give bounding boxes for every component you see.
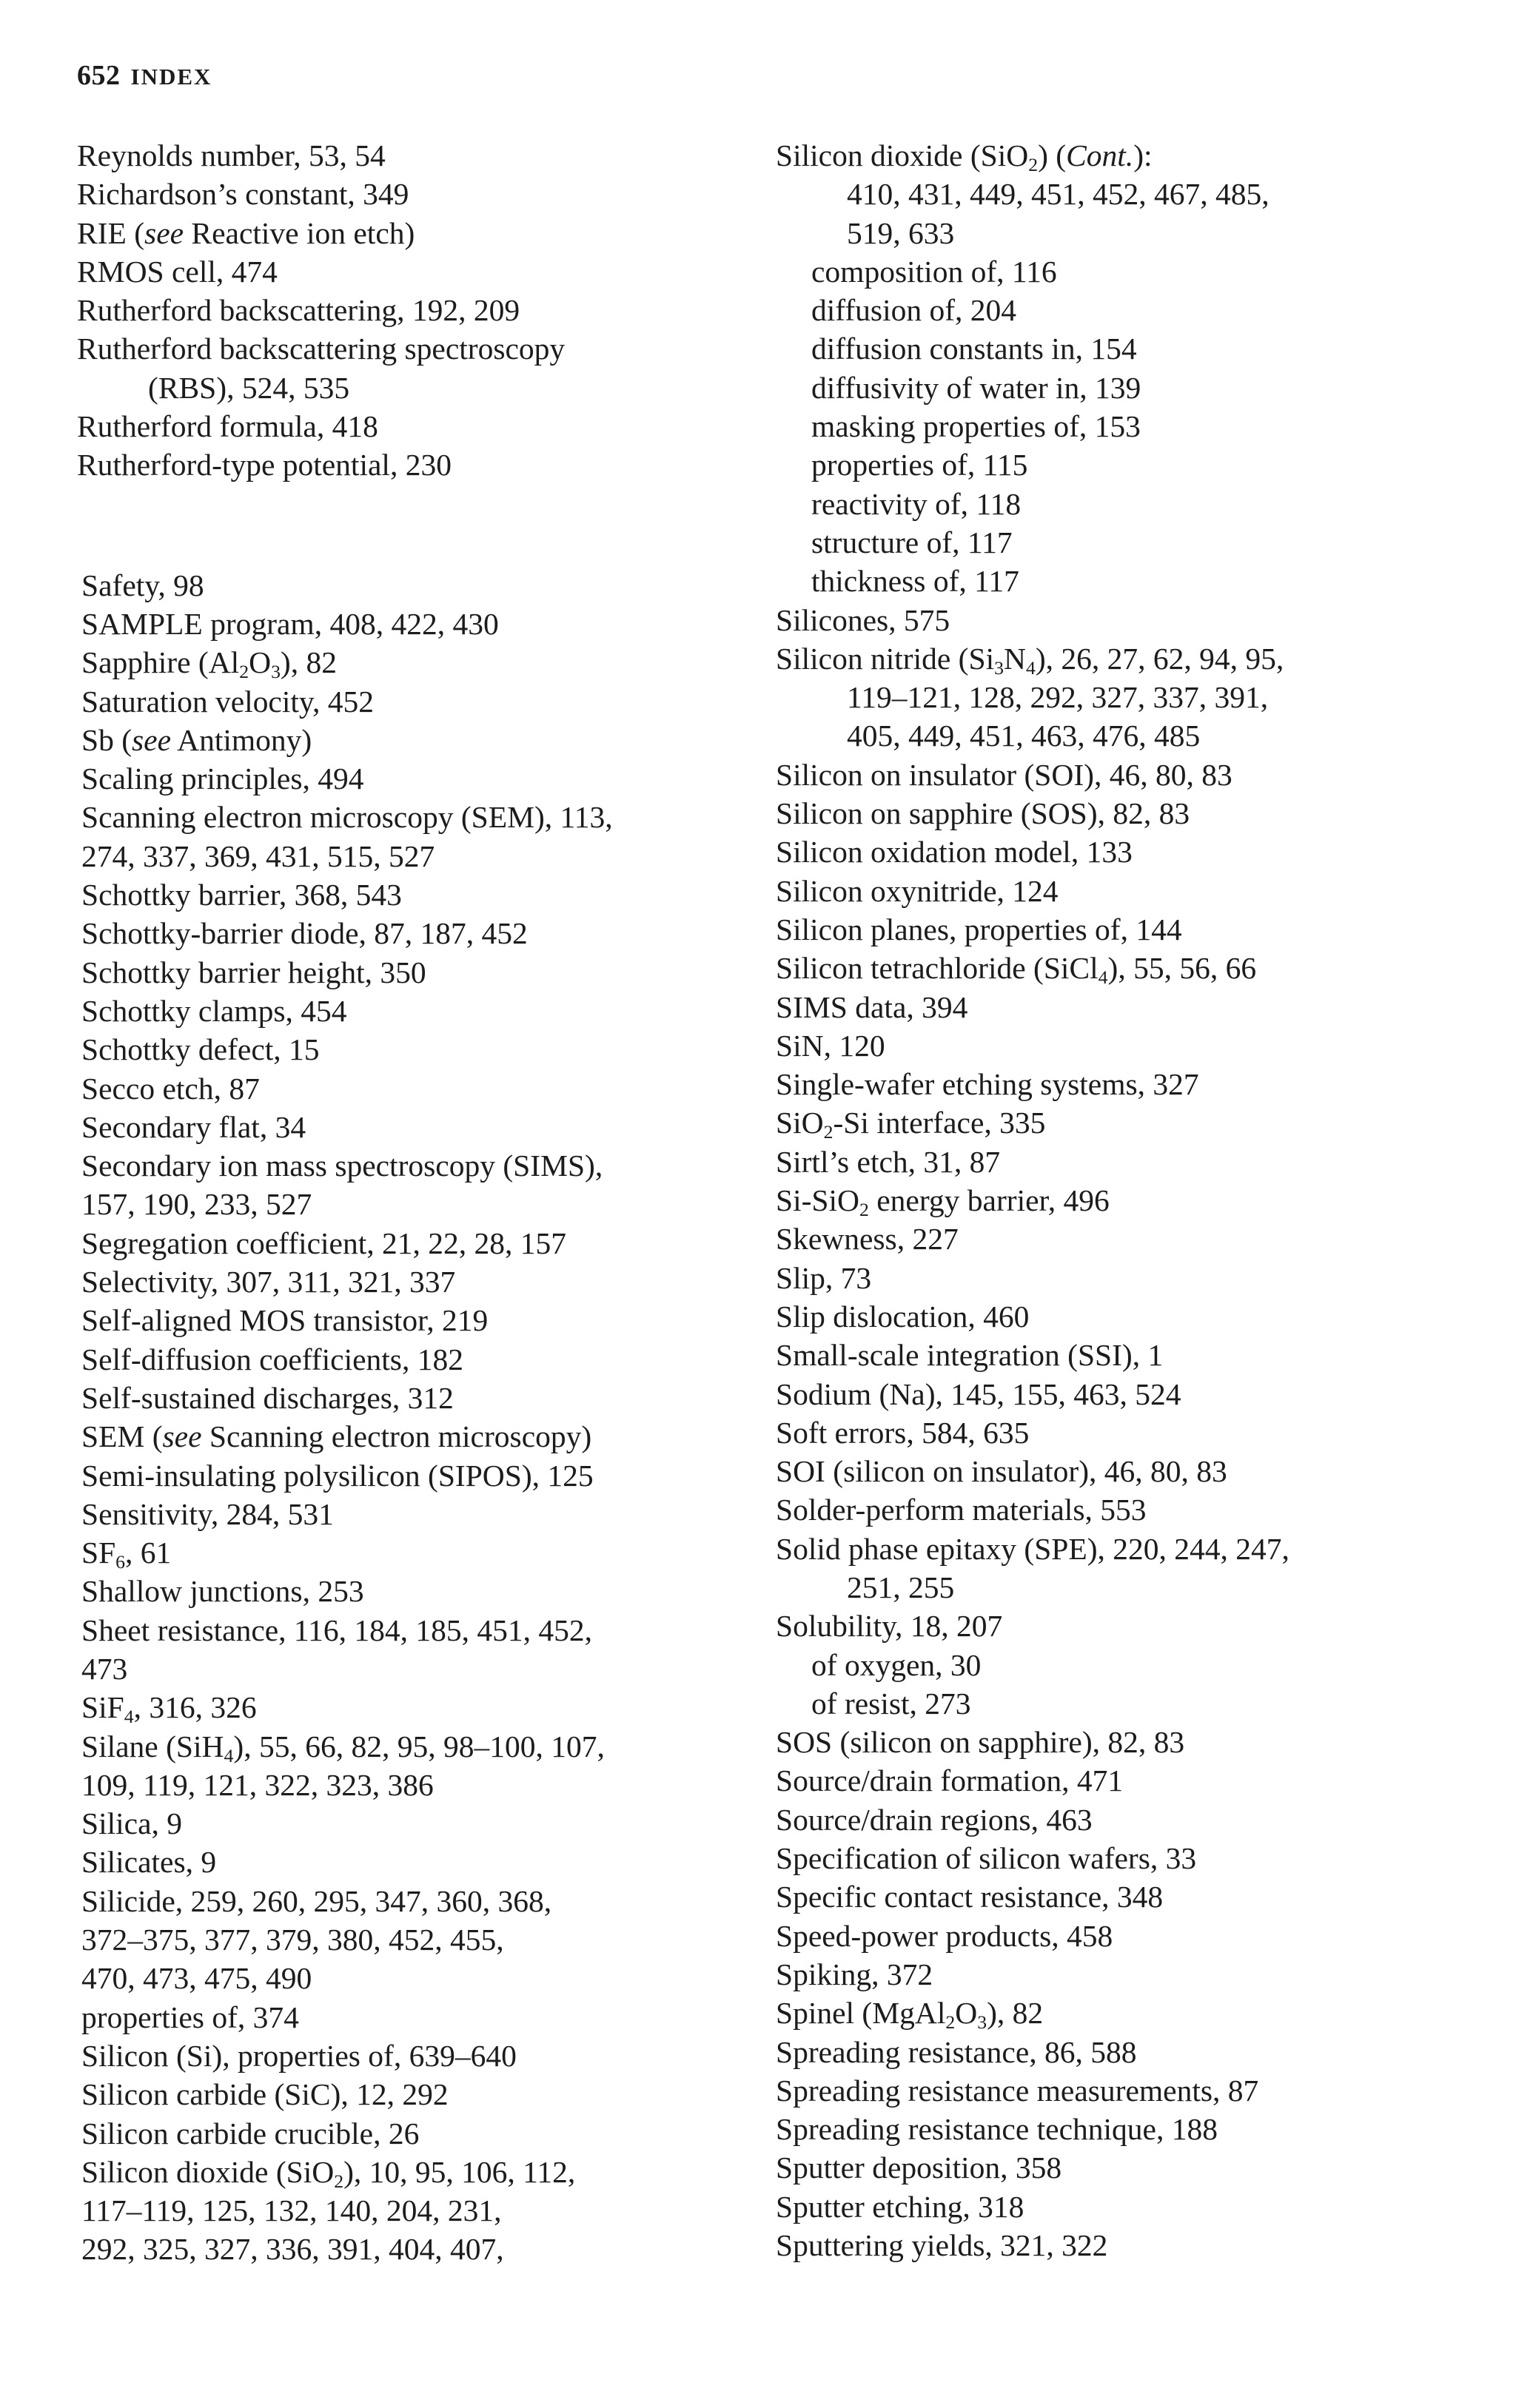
entry-text: Secco etch, 87 (81, 1071, 260, 1106)
index-entry (77, 1611, 743, 1649)
entry-text: Skewness, 227 (776, 1222, 959, 1257)
entry-text: Scanning electron microscopy) (201, 1419, 592, 1454)
entry-text: -Si interface, 335 (833, 1106, 1046, 1140)
subscript: 2 (859, 1199, 869, 1221)
index-entry (77, 1688, 743, 1726)
index-entry (77, 953, 743, 992)
entry-text: (RBS), 524, 535 (148, 370, 350, 405)
index-entry (77, 798, 743, 836)
index-entry-continuation (77, 369, 743, 407)
index-entry (77, 2114, 743, 2153)
index-entry (776, 1297, 1457, 1336)
index-entry-continuation (77, 1649, 743, 1688)
entry-text: O (955, 1996, 978, 2031)
running-head (77, 59, 212, 92)
entry-text: 117–119, 125, 132, 140, 204, 231, (81, 2193, 502, 2228)
entry-text: properties of, 374 (81, 2000, 299, 2034)
index-entry (776, 833, 1457, 871)
entry-text: Safety, 98 (81, 568, 204, 602)
index-entry (776, 1452, 1457, 1490)
index-entry-continuation (776, 716, 1457, 755)
entry-text: Slip dislocation, 460 (776, 1299, 1030, 1334)
entry-text: Saturation velocity, 452 (81, 684, 374, 719)
index-entry (77, 1301, 743, 1339)
entry-text: Sirtl’s etch, 31, 87 (776, 1144, 1001, 1179)
index-subentry (776, 1646, 1457, 1684)
entry-text: diffusion of, 204 (811, 293, 1017, 328)
entry-text: ), 82 (987, 1996, 1044, 2031)
index-entry-continuation (77, 1920, 743, 1959)
subscript: 3 (977, 2011, 987, 2034)
index-entry (776, 910, 1457, 949)
subscript: 3 (994, 657, 1004, 679)
index-column-left (77, 136, 743, 2269)
entry-text: 251, 255 (847, 1570, 955, 1604)
entry-text: 470, 473, 475, 490 (81, 1961, 312, 1996)
index-entry (776, 949, 1457, 987)
index-entry (776, 2226, 1457, 2264)
entry-text: Rutherford backscattering, 192, 209 (77, 293, 520, 328)
entry-text: 405, 449, 451, 463, 476, 485 (847, 719, 1201, 753)
italic-text: Cont. (1066, 138, 1134, 172)
index-entry (776, 1181, 1457, 1220)
entry-text: Silicon tetrachloride (SiCl (776, 951, 1099, 986)
index-entry (776, 2110, 1457, 2148)
entry-text: SF (81, 1536, 116, 1570)
entry-text: Silicon carbide crucible, 26 (81, 2116, 420, 2150)
index-entry (77, 2153, 743, 2191)
index-entry (776, 2187, 1457, 2226)
entry-text: Source/drain regions, 463 (776, 1802, 1093, 1837)
index-entry-continuation (776, 175, 1457, 213)
index-subentry (776, 445, 1457, 484)
index-entry (776, 1413, 1457, 1452)
index-entry (776, 1877, 1457, 1916)
entry-text: ): (1133, 138, 1153, 172)
index-entry-continuation (77, 2230, 743, 2268)
entry-text: Spreading resistance technique, 188 (776, 2112, 1218, 2147)
entry-text: Silicon on insulator (SOI), 46, 80, 83 (776, 757, 1232, 792)
index-entry (77, 682, 743, 721)
entry-text: Self-sustained discharges, 312 (81, 1380, 454, 1415)
entry-text: ) ( (1038, 138, 1067, 172)
entry-text: Secondary ion mass spectroscopy (SIMS), (81, 1148, 603, 1183)
entry-text: Silicon carbide (SiC), 12, 292 (81, 2077, 449, 2112)
index-entry (77, 1456, 743, 1495)
entry-text: Schottky clamps, 454 (81, 993, 347, 1028)
entry-text: Silane (SiH (81, 1729, 224, 1763)
entry-text: 274, 337, 369, 431, 515, 527 (81, 838, 435, 873)
index-entry (77, 992, 743, 1030)
subscript: 4 (224, 1744, 234, 1766)
entry-text: of oxygen, 30 (811, 1647, 982, 1682)
index-entry (77, 1069, 743, 1108)
index-entry (77, 605, 743, 643)
index-entry-continuation (776, 214, 1457, 252)
index-entry (77, 2075, 743, 2113)
page-title: INDEX (130, 64, 212, 90)
entry-text: Rutherford backscattering spectroscopy (77, 332, 566, 366)
index-entry (776, 1761, 1457, 1800)
entry-text: Silicon on sapphire (SOS), 82, 83 (776, 796, 1190, 831)
index-entry (776, 1259, 1457, 1297)
entry-text: Reynolds number, 53, 54 (77, 138, 386, 172)
index-entry (77, 1533, 743, 1572)
entry-text: Silicon oxidation model, 133 (776, 835, 1133, 870)
entry-text: Silicon planes, properties of, 144 (776, 912, 1182, 946)
entry-text: Sputter deposition, 358 (776, 2150, 1062, 2185)
index-entry (77, 1224, 743, 1262)
index-entry (77, 445, 743, 484)
entry-text: Sb ( (81, 722, 133, 757)
entry-text: Silicon nitride (Si (776, 641, 995, 676)
index-subentry (776, 562, 1457, 600)
entry-text: diffusion constants in, 154 (811, 332, 1137, 366)
index-entry (776, 136, 1457, 175)
index-entry (77, 1262, 743, 1301)
entry-text: Silicide, 259, 260, 295, 347, 360, 368, (81, 1883, 552, 1918)
entry-text: Semi-insulating polysilicon (SIPOS), 125 (81, 1458, 594, 1493)
index-entry (77, 407, 743, 445)
entry-text: SIMS data, 394 (776, 989, 968, 1024)
index-entry (776, 1490, 1457, 1529)
entry-text: composition of, 116 (811, 254, 1057, 289)
entry-text: thickness of, 117 (811, 564, 1019, 599)
index-entry (776, 1530, 1457, 1568)
entry-text: of resist, 273 (811, 1686, 971, 1721)
index-entry (77, 1340, 743, 1379)
index-entry (77, 175, 743, 213)
entry-text: 292, 325, 327, 336, 391, 404, 407, (81, 2232, 504, 2267)
entry-text: Schottky barrier height, 350 (81, 955, 426, 989)
section-gap (77, 485, 743, 566)
entry-text: Schottky defect, 15 (81, 1032, 320, 1067)
entry-text: Sheet resistance, 116, 184, 185, 451, 452, (81, 1612, 593, 1647)
entry-text: Rutherford-type potential, 230 (77, 448, 452, 482)
entry-text: ), 55, 66, 82, 95, 98–100, 107, (233, 1729, 605, 1763)
index-entry-continuation (77, 2191, 743, 2230)
entry-text: Sensitivity, 284, 531 (81, 1496, 334, 1531)
index-entry (77, 914, 743, 952)
index-entry (77, 721, 743, 759)
index-entry-continuation (776, 678, 1457, 716)
entry-text: Sputtering yields, 321, 322 (776, 2228, 1108, 2263)
index-entry-continuation (77, 1959, 743, 1997)
entry-text: reactivity of, 118 (811, 486, 1022, 521)
italic-text: see (162, 1419, 202, 1454)
entry-text: Spreading resistance measurements, 87 (776, 2073, 1259, 2108)
entry-text: Soft errors, 584, 635 (776, 1415, 1030, 1450)
index-entry (77, 1882, 743, 1920)
entry-text: Silica, 9 (81, 1806, 183, 1841)
index-subentry (776, 291, 1457, 329)
index-subentry (77, 1998, 743, 2037)
index-subentry (776, 369, 1457, 407)
index-entry (776, 756, 1457, 794)
entry-text: RMOS cell, 474 (77, 254, 278, 289)
entry-text: Selectivity, 307, 311, 321, 337 (81, 1265, 456, 1299)
subscript: 2 (334, 2170, 344, 2193)
index-entry (77, 329, 743, 368)
entry-text: Richardson’s constant, 349 (77, 177, 409, 212)
subscript: 4 (124, 1706, 134, 1728)
entry-text: diffusivity of water in, 139 (811, 370, 1141, 405)
index-entry (776, 2148, 1457, 2187)
entry-text: Schottky barrier, 368, 543 (81, 878, 402, 912)
entry-text: Silicon dioxide (SiO (776, 138, 1029, 172)
entry-text: SOI (silicon on insulator), 46, 80, 83 (776, 1454, 1227, 1489)
entry-text: Silicon (Si), properties of, 639–640 (81, 2038, 517, 2073)
index-subentry (776, 329, 1457, 368)
entry-text: masking properties of, 153 (811, 409, 1141, 444)
index-entry (776, 1607, 1457, 1645)
entry-text: Self-aligned MOS transistor, 219 (81, 1303, 489, 1338)
index-subentry (776, 252, 1457, 291)
entry-text: RIE ( (77, 215, 145, 250)
entry-text: SOS (silicon on sapphire), 82, 83 (776, 1725, 1185, 1760)
entry-text: Silicones, 575 (776, 602, 950, 637)
entry-text: SiF (81, 1690, 124, 1725)
index-entry (77, 1495, 743, 1533)
entry-text: Slip, 73 (776, 1260, 872, 1295)
subscript: 2 (823, 1121, 834, 1143)
index-entry (77, 1030, 743, 1069)
index-entry (77, 252, 743, 291)
entry-text: , 61 (125, 1536, 172, 1570)
entry-text: Si-SiO (776, 1183, 860, 1218)
index-entry (77, 1379, 743, 1417)
index-entry (776, 1723, 1457, 1761)
index-entry (776, 1955, 1457, 1994)
entry-text: Silicates, 9 (81, 1845, 217, 1880)
entry-text: Scaling principles, 494 (81, 761, 364, 796)
entry-text: 157, 190, 233, 527 (81, 1187, 312, 1222)
entry-text: ), 55, 56, 66 (1107, 951, 1257, 986)
entry-text: Solder-perform materials, 553 (776, 1493, 1147, 1527)
index-entry (77, 136, 743, 175)
entry-text: 119–121, 128, 292, 327, 337, 391, (847, 680, 1269, 715)
italic-text: see (144, 215, 184, 250)
page-number: 652 (77, 60, 121, 91)
index-entry-continuation (77, 837, 743, 875)
entry-text: ), 26, 27, 62, 94, 95, (1035, 641, 1284, 676)
entry-text: properties of, 115 (811, 448, 1028, 482)
index-entry (776, 1103, 1457, 1142)
entry-text: Sputter etching, 318 (776, 2189, 1024, 2224)
index-entry (77, 1727, 743, 1766)
index-entry (776, 601, 1457, 639)
entry-text: ), 10, 95, 106, 112, (343, 2154, 576, 2189)
entry-text: Rutherford formula, 418 (77, 409, 378, 444)
subscript: 4 (1098, 966, 1108, 989)
subscript: 2 (945, 2011, 956, 2034)
entry-text: Speed-power products, 458 (776, 1918, 1113, 1953)
index-entry (776, 1143, 1457, 1181)
entry-text: Solid phase epitaxy (SPE), 220, 244, 247, (776, 1531, 1289, 1566)
italic-text: see (132, 722, 172, 757)
entry-text: 519, 633 (847, 215, 955, 250)
entry-text: energy barrier, 496 (868, 1183, 1110, 1218)
entry-text: SEM ( (81, 1419, 163, 1454)
index-entry (77, 1417, 743, 1456)
entry-text: Solubility, 18, 207 (776, 1609, 1003, 1644)
entry-text: structure of, 117 (811, 525, 1013, 559)
index-entry (776, 1917, 1457, 1955)
index-entry (77, 1108, 743, 1146)
index-entry (77, 1804, 743, 1843)
index-subentry (776, 523, 1457, 562)
index-entry (77, 291, 743, 329)
entry-text: Silicon oxynitride, 124 (776, 873, 1059, 908)
entry-text: Schottky-barrier diode, 87, 187, 452 (81, 916, 528, 951)
index-entry (77, 875, 743, 914)
index-subentry (776, 1684, 1457, 1723)
entry-text: Small-scale integration (SSI), 1 (776, 1338, 1164, 1373)
index-entry (776, 1839, 1457, 1877)
index-entry (776, 1220, 1457, 1258)
entry-text: Single-wafer etching systems, 327 (776, 1067, 1199, 1102)
index-entry (776, 988, 1457, 1026)
index-entry (776, 794, 1457, 833)
entry-text: Source/drain formation, 471 (776, 1763, 1124, 1798)
index-entry (776, 1065, 1457, 1103)
entry-text: Secondary flat, 34 (81, 1109, 306, 1144)
index-entry (77, 1572, 743, 1610)
entry-text: Segregation coefficient, 21, 22, 28, 157 (81, 1225, 567, 1260)
index-entry (77, 566, 743, 605)
entry-text: Reactive ion etch) (184, 215, 415, 250)
entry-text: Sodium (Na), 145, 155, 463, 524 (776, 1376, 1181, 1411)
entry-text: 109, 119, 121, 322, 323, 386 (81, 1767, 434, 1802)
index-entry (77, 2037, 743, 2075)
index-entry (776, 1336, 1457, 1374)
index-entry (776, 872, 1457, 910)
entry-text: 473 (81, 1651, 128, 1686)
entry-text: N (1003, 641, 1026, 676)
index-entry (77, 1146, 743, 1185)
index-entry (776, 1800, 1457, 1839)
index-entry-continuation (77, 1766, 743, 1804)
entry-text: SiO (776, 1106, 824, 1140)
entry-text: Spinel (MgAl (776, 1996, 946, 2031)
entry-text: Shallow junctions, 253 (81, 1574, 364, 1609)
entry-text: Self-diffusion coefficients, 182 (81, 1342, 463, 1376)
subscript: 6 (115, 1551, 126, 1573)
index-entry (776, 2071, 1457, 2110)
entry-text: Spreading resistance, 86, 588 (776, 2034, 1137, 2069)
entry-text: SAMPLE program, 408, 422, 430 (81, 606, 499, 641)
subscript: 3 (271, 661, 281, 683)
entry-text: ), 82 (280, 645, 337, 680)
index-entry-continuation (776, 1568, 1457, 1607)
index-entry (77, 1843, 743, 1881)
index-entry (776, 2033, 1457, 2071)
index-entry-continuation (77, 1185, 743, 1223)
index-entry (77, 643, 743, 682)
index-entry (776, 639, 1457, 678)
entry-text: Specific contact resistance, 348 (776, 1880, 1164, 1914)
entry-text: 410, 431, 449, 451, 452, 467, 485, (847, 177, 1270, 212)
subscript: 4 (1025, 657, 1036, 679)
subscript: 2 (239, 661, 249, 683)
entry-text: 372–375, 377, 379, 380, 452, 455, (81, 1923, 504, 1957)
index-entry (776, 1375, 1457, 1413)
index-entry (776, 1994, 1457, 2032)
entry-text: Specification of silicon wafers, 33 (776, 1841, 1197, 1876)
entry-text: SiN, 120 (776, 1028, 885, 1063)
entry-text: Sapphire (Al (81, 645, 240, 680)
subscript: 2 (1028, 154, 1039, 176)
entry-text: O (249, 645, 272, 680)
entry-text: Antimony) (171, 722, 312, 757)
index-subentry (776, 407, 1457, 445)
index-column-right (776, 136, 1457, 2264)
index-entry (77, 214, 743, 252)
entry-text: Scanning electron microscopy (SEM), 113, (81, 800, 613, 835)
index-subentry (776, 485, 1457, 523)
entry-text: Silicon dioxide (SiO (81, 2154, 335, 2189)
index-entry (776, 1026, 1457, 1065)
entry-text: Spiking, 372 (776, 1957, 933, 1991)
entry-text: , 316, 326 (133, 1690, 257, 1725)
index-entry (77, 759, 743, 798)
